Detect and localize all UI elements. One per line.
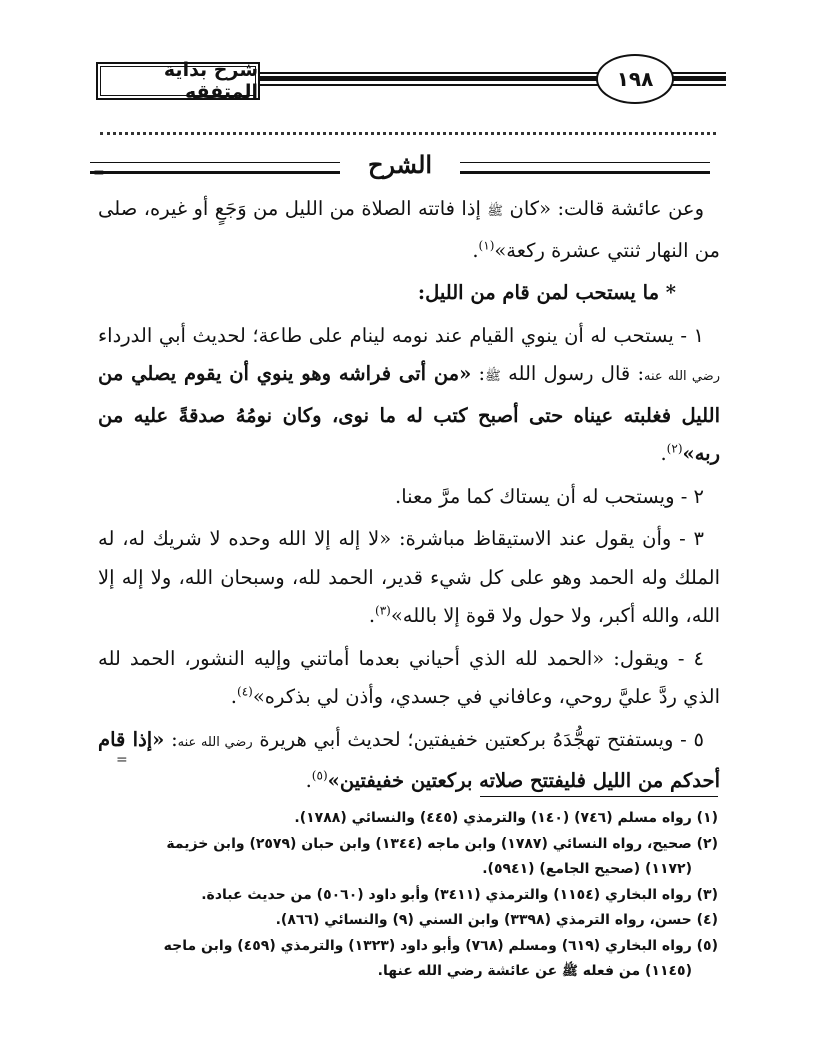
book-title: شرح بداية المتفقه	[163, 59, 258, 103]
footnote-4: (٤) حسن، رواه الترمذي (٣٣٩٨) وابن السني (٩) والنسائي (٨٦٦).	[275, 912, 718, 928]
heading-rule-right	[460, 162, 710, 174]
paragraph-siwak: ٢ - ويستحب له أن يستاك كما مرَّ معنا.	[395, 484, 704, 508]
paragraph-aisha: وعن عائشة قالت: «كان ﷺ إذا فاتته الصلاة من الليل من وَجَعٍ أو غيره، صلى من النهار ثنتي عشرة ركعة»$^{(١)}$.	[98, 197, 720, 262]
margin-mark: =	[93, 165, 105, 181]
heading-rule-left	[90, 162, 340, 174]
salutation-mark: ﷺ	[562, 964, 578, 979]
footnote-ref[interactable]: (٢)	[666, 441, 683, 456]
section-title: الشرح	[367, 150, 433, 179]
footnote-3: (٣) رواه البخاري (١١٥٤) والترمذي (٣٤١١) وأبو داود (٥٠٦٠) من حديث عبادة.	[201, 886, 718, 903]
footnote-ref[interactable]: (١)	[478, 238, 495, 252]
page-number: ١٩٨	[596, 54, 674, 104]
dotted-divider	[100, 132, 716, 135]
salutation-mark: ﷺ	[485, 369, 501, 384]
salutation-mark: ﷺ	[487, 204, 504, 219]
honorific-mark: رضي الله عنه	[177, 734, 253, 750]
footnote-1: (١) رواه مسلم (٧٤٦) (١٤٠) والترمذي (٤٤٥) والنسائي (١٧٨٨).	[294, 810, 718, 826]
footnote-ref[interactable]: (٥)	[311, 768, 328, 783]
footnote-2-continued: (١١٧٢) (صحيح الجامع) (٥٩٤١).	[482, 861, 692, 877]
commentary-body	[98, 190, 720, 805]
footnotes	[100, 806, 718, 985]
paragraph-praise: ٤ - ويقول: «الحمد لله الذي أحياني بعدما أماتني وإليه النشور، الحمد لله الذي ردَّ عليَّ روحي، وعافاني في جسدي، وأذن لي بذكره»$^{(٤)}$.	[98, 646, 720, 708]
paragraph-tahajjud: ٥ - ويستفتح تهجُّدَهُ بركعتين خفيفتين؛ لحديث أبي هريرة رضي الله عنه: «إذا قام أحدكم من الليل فليفتتح صلاته بركعتين خفيفتين»$^{(٥)}$.	[98, 727, 720, 792]
footnote-ref[interactable]: (٤)	[237, 684, 253, 699]
footnote-2: (٢) صحيح، رواه النسائي (١٧٨٧) وابن ماجه (١٣٤٤) وابن حبان (٢٥٧٩) وابن خزيمة	[166, 835, 718, 852]
footnote-ref[interactable]: (٣)	[375, 603, 391, 618]
subheading: * ما يستحب لمن قام من الليل:	[417, 281, 676, 304]
footnote-rule	[480, 796, 718, 797]
honorific-mark: رضي الله عنه	[644, 369, 720, 384]
margin-mark-end: =	[116, 752, 128, 768]
section-heading	[90, 150, 710, 186]
hadith-quote: «من أتى فراشه وهو ينوي أن يقوم يصلي من الليل فغلبته عيناه حتى أصبح كتب له ما نوى، وكان نومُهُ صدقةً عليه من ربه»	[98, 362, 720, 465]
running-header	[96, 54, 726, 106]
footnote-5: (٥) رواه البخاري (٦١٩) ومسلم (٧٦٨) وأبو داود (١٣٢٣) والترمذي (٤٥٩) وابن ماجه	[163, 937, 718, 954]
footnote-5-continued: (١١٤٥) من فعله ﷺ عن عائشة رضي الله عنها.	[377, 963, 692, 979]
paragraph-waking-dhikr: ٣ - وأن يقول عند الاستيقاظ مباشرة: «لا إله إلا الله وحده لا شريك له، له الملك وله الحمد وهو على كل شيء قدير، الحمد لله، وسبحان الله، ولا إله إلا الله، والله أكبر، ولا حول ولا قوة إلا بالله»$^{(٣)}$.	[98, 527, 720, 627]
hadith-quote: «إذا قام أحدكم من الليل فليفتتح صلاته بركعتين خفيفتين»	[98, 727, 720, 792]
book-title-frame	[96, 59, 260, 103]
paragraph-intention: ١ - يستحب له أن ينوي القيام عند نومه لينام على طاعة؛ لحديث أبي الدرداء رضي الله عنه: قال رسول الله ﷺ: «من أتى فراشه وهو ينوي أن يقوم يصلي من الليل فغلبته عيناه حتى أصبح كتب له ما نوى، وكان نومُهُ صدقةً عليه من ربه»$^{(٢)}$.	[98, 323, 720, 465]
